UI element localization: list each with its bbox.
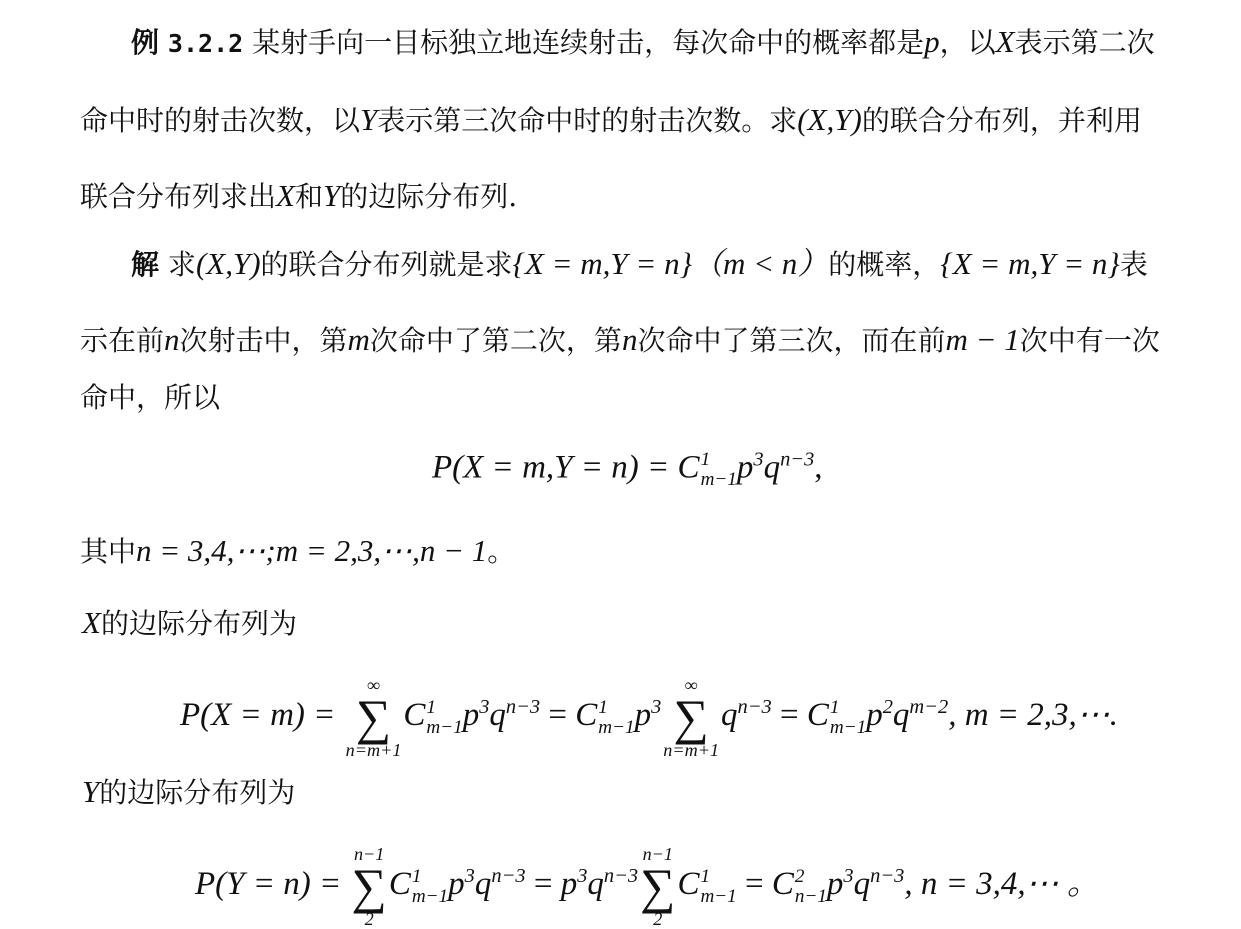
solution-line-2: 示在前n次射击中，第m次命中了第二次，第n次命中了第三次，而在前m − 1次中有一次 [80, 322, 1160, 357]
sum-symbol: ∞ ∑ n=m+1 [345, 675, 402, 761]
solution-line-1: 解 求(X,Y)的联合分布列就是求{X = m,Y = n}（m < n）的概率，{X = m,Y = n}表 [131, 246, 1148, 281]
example-line-3: 联合分布列求出X和Y的边际分布列. [80, 178, 518, 213]
example-label: 例 [131, 26, 160, 59]
x-marginal-equation: P(X = m) = ∞ ∑ n=m+1 C 1 m−1 $p^3q^{n-3} = C$ 1 m−1 $p^3$ ∞ ∑ n=m+1 $q^{n-3} = C$ 1 m−1 $p^2q^{m-2}$, m = 2,3,⋯. [180, 675, 1119, 761]
event-set: {X = m,Y = n} [512, 246, 692, 281]
prob-p: p [924, 24, 940, 59]
example-line-2: 命中时的射击次数，以Y表示第三次命中时的射击次数。求(X,Y)的联合分布列，并利用 [80, 102, 1142, 137]
sum-symbol: n−1 ∑ 2 [640, 844, 676, 929]
where-line: 其中n = 3,4,⋯;m = 2,3,⋯,n − 1。 [80, 533, 516, 568]
joint-distribution-equation: P(X = m,Y = n) = C 1 m−1 $p^3q^{n-3}$, [432, 448, 823, 491]
sum-symbol: n−1 ∑ 2 [351, 844, 387, 929]
x-marginal-heading: X的边际分布列为 [82, 605, 297, 640]
example-line-1: 例 3.2.2 某射手向一目标独立地连续射击，每次命中的概率都是p，以X表示第二次 [131, 24, 1155, 59]
example-text: 某射手向一目标独立地连续射击，每次命中的概率都是 [252, 26, 925, 59]
solution-label: 解 [131, 248, 160, 281]
example-number: 3.2.2 [167, 29, 244, 58]
sum-symbol: ∞ ∑ n=m+1 [663, 675, 720, 761]
y-marginal-equation: P(Y = n) = n−1 ∑ 2 C 1 m−1 $p^3q^{n-3} = p^3q^{n-3}$ n−1 ∑ 2 C 1 m−1 = C 2 n−1 $p^3q^{n-3}$, n = 3,4,⋯ 。 [195, 844, 1100, 929]
solution-line-3: 命中，所以 [80, 381, 221, 414]
y-marginal-heading: Y的边际分布列为 [82, 774, 296, 809]
